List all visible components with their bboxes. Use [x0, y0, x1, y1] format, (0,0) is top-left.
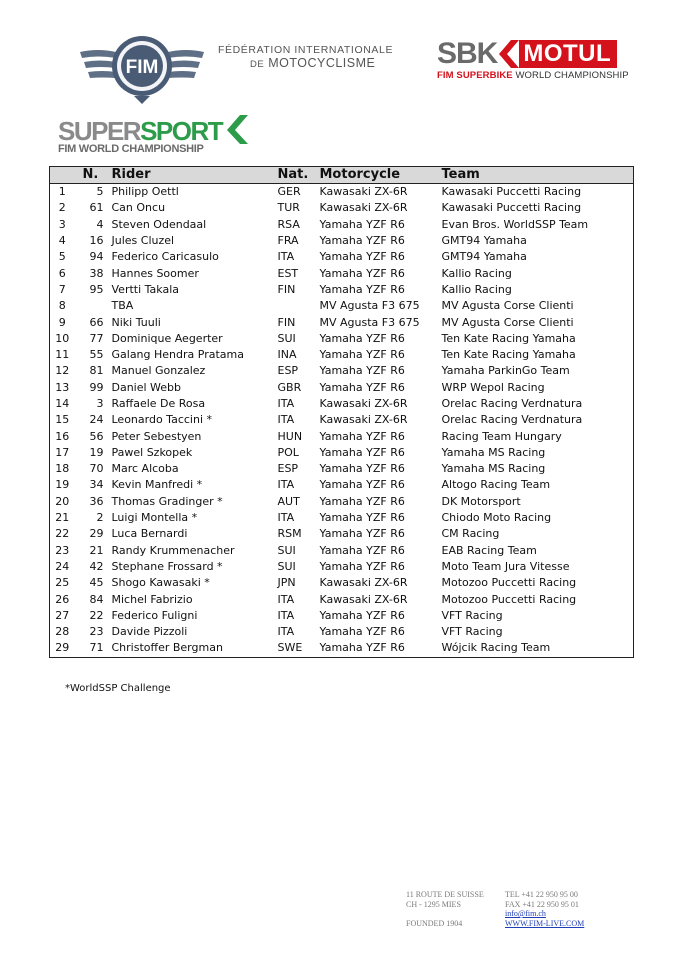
cell-rider: Daniel Webb [111, 380, 182, 394]
cell-team: Chiodo Moto Racing [441, 511, 552, 525]
footer-email-link[interactable]: info@fim.ch [505, 909, 546, 918]
cell-number: 29 [89, 527, 104, 541]
cell-nat: RSA [277, 217, 300, 231]
table-row [50, 412, 634, 428]
cell-number: 45 [89, 576, 104, 590]
cell-team: MV Agusta Corse Clienti [441, 315, 574, 329]
fim-logo [78, 32, 206, 104]
cell-nat: ITA [277, 511, 295, 525]
cell-number: 70 [89, 462, 104, 476]
cell-rider: Peter Sebestyen [111, 429, 202, 443]
fim-name-prefix: DE [250, 59, 265, 70]
cell-team: Yamaha MS Racing [441, 462, 546, 476]
cell-motorcycle: Yamaha YZF R6 [319, 511, 405, 525]
cell-pos: 3 [58, 217, 66, 231]
supersport-wordmark [58, 117, 249, 145]
footer-tel: TEL +41 22 950 95 00 [505, 890, 578, 899]
cell-team: Yamaha ParkinGo Team [441, 364, 570, 378]
cell-pos: 1 [58, 185, 66, 199]
cell-team: Kawasaki Puccetti Racing [441, 185, 582, 199]
cell-rider: Federico Caricasulo [111, 250, 219, 264]
cell-team: Wójcik Racing Team [441, 641, 551, 655]
table-row [50, 282, 634, 298]
cell-motorcycle: Kawasaki ZX-6R [319, 397, 408, 410]
cell-number: 94 [89, 250, 104, 264]
cell-number: 66 [89, 315, 104, 329]
cell-rider: Can Oncu [111, 201, 166, 215]
cell-number: 19 [89, 445, 104, 459]
cell-team: Ten Kate Racing Yamaha [441, 348, 576, 362]
cell-rider: Philipp Oettl [111, 185, 179, 199]
cell-pos: 20 [55, 494, 70, 508]
cell-number: 34 [89, 478, 104, 492]
table-row [50, 233, 634, 249]
cell-team: Racing Team Hungary [441, 429, 562, 443]
cell-nat: RSM [277, 527, 302, 541]
cell-pos: 10 [55, 331, 70, 345]
cell-team: Motozoo Puccetti Racing [441, 592, 577, 606]
cell-nat: SUI [277, 331, 296, 345]
sbk-subtitle-rest: WORLD CHAMPIONSHIP [512, 70, 629, 81]
cell-rider: Steven Odendaal [111, 217, 207, 231]
cell-rider: Davide Pizzoli [111, 625, 188, 639]
sbk-subtitle [437, 70, 629, 81]
cell-team: DK Motorsport [441, 494, 521, 508]
sbk-word: SBK [437, 37, 498, 70]
cell-pos: 21 [55, 511, 70, 525]
cell-motorcycle: Kawasaki ZX-6R [319, 576, 408, 590]
cell-pos: 13 [55, 380, 70, 394]
cell-rider: Hannes Soomer [111, 266, 199, 280]
sbk-subtitle-red: FIM SUPERBIKE [437, 70, 513, 81]
cell-number [75, 298, 108, 314]
cell-motorcycle: Yamaha YZF R6 [319, 462, 405, 476]
cell-team: CM Racing [441, 527, 500, 541]
cell-pos: 14 [55, 397, 70, 410]
cell-number: 81 [89, 364, 104, 378]
cell-rider: Dominique Aegerter [111, 331, 223, 345]
cell-motorcycle: Yamaha YZF R6 [319, 380, 405, 394]
cell-number: 4 [96, 217, 104, 231]
cell-team: Kallio Racing [441, 282, 512, 296]
cell-nat: ITA [277, 397, 295, 410]
table-row [50, 249, 634, 265]
cell-nat: GER [277, 185, 301, 199]
sbk-motul-logo [437, 37, 629, 81]
cell-team: Orelac Racing Verdnatura [441, 413, 583, 427]
col-header-team: Team [438, 167, 634, 184]
table-row [50, 640, 634, 657]
table-row [50, 428, 634, 444]
footer-fax: FAX +41 22 950 95 01 [505, 899, 579, 909]
cell-number: 61 [89, 201, 104, 215]
supersport-logo [58, 117, 249, 155]
cell-rider: Vertti Takala [111, 282, 179, 296]
cell-motorcycle: Yamaha YZF R6 [319, 282, 405, 296]
table-row [50, 494, 634, 510]
cell-motorcycle: Yamaha YZF R6 [319, 494, 405, 508]
cell-motorcycle: Yamaha YZF R6 [319, 429, 405, 443]
cell-nat: INA [277, 348, 297, 362]
table-row [50, 477, 634, 493]
cell-pos: 4 [58, 234, 66, 248]
cell-team: VFT Racing [441, 608, 503, 622]
col-header-number: N. [75, 167, 108, 184]
cell-pos: 17 [55, 445, 70, 459]
cell-pos: 15 [55, 413, 70, 427]
table-row [50, 217, 634, 233]
cell-motorcycle: Kawasaki ZX-6R [319, 201, 408, 215]
cell-motorcycle: Yamaha YZF R6 [319, 445, 405, 459]
cell-number: 2 [96, 511, 104, 525]
cell-motorcycle: Yamaha YZF R6 [319, 543, 405, 557]
cell-pos: 12 [55, 364, 70, 378]
cell-pos: 11 [55, 348, 70, 362]
entry-list-table [49, 166, 634, 658]
cell-pos: 8 [58, 299, 66, 313]
cell-number: 71 [89, 641, 104, 655]
footer-founded: FOUNDED 1904 [406, 918, 463, 928]
table-row [50, 559, 634, 575]
cell-pos: 25 [55, 576, 70, 590]
table-row [50, 298, 634, 314]
cell-motorcycle: Kawasaki ZX-6R [319, 413, 408, 427]
cell-team: MV Agusta Corse Clienti [441, 299, 574, 313]
ssp-subtitle: FIM WORLD CHAMPIONSHIP [58, 143, 204, 155]
cell-nat: ITA [277, 478, 295, 492]
cell-rider: Marc Alcoba [111, 462, 179, 476]
cell-rider: Stephane Frossard * [111, 559, 223, 573]
cell-pos: 2 [58, 201, 66, 215]
fim-name-main: MOTOCYCLISME [268, 56, 376, 70]
cell-team: GMT94 Yamaha [441, 250, 527, 264]
cell-team: VFT Racing [441, 625, 503, 639]
footer-contact [505, 890, 584, 928]
cell-nat: ITA [277, 592, 295, 606]
cell-rider: Luigi Montella * [111, 511, 198, 525]
cell-rider: Federico Fuligni [111, 608, 198, 622]
table-header-row [50, 167, 634, 184]
table-row [50, 575, 634, 591]
cell-nat: ITA [277, 413, 295, 427]
cell-nat: SWE [277, 641, 303, 655]
cell-rider: Thomas Gradinger * [111, 494, 223, 508]
ssp-super-word: SUPER [58, 116, 141, 146]
cell-number: 36 [89, 494, 104, 508]
cell-team: Kallio Racing [441, 266, 512, 280]
table-row [50, 363, 634, 379]
cell-team: Ten Kate Racing Yamaha [441, 331, 576, 345]
cell-pos: 23 [55, 543, 70, 557]
fim-federation-name [218, 44, 393, 70]
cell-nat: ESP [277, 462, 299, 476]
cell-motorcycle: Yamaha YZF R6 [319, 364, 405, 378]
table-row [50, 347, 634, 363]
footer-address-line2: CH - 1295 MIES [406, 899, 461, 909]
cell-nat: FIN [277, 315, 296, 329]
cell-nat: GBR [277, 380, 302, 394]
cell-rider: Galang Hendra Pratama [111, 348, 244, 362]
cell-team: Moto Team Jura Vitesse [441, 559, 570, 573]
cell-team: WRP Wepol Racing [441, 380, 545, 394]
cell-number: 22 [89, 608, 104, 622]
cell-number: 24 [89, 413, 104, 427]
cell-motorcycle: Yamaha YZF R6 [319, 608, 405, 622]
cell-nat: SUI [277, 543, 296, 557]
cell-nat: HUN [277, 429, 303, 443]
table-row [50, 331, 634, 347]
cell-motorcycle: Yamaha YZF R6 [319, 559, 405, 573]
table-row [50, 591, 634, 607]
cell-motorcycle: Yamaha YZF R6 [319, 527, 405, 541]
cell-pos: 29 [55, 641, 70, 655]
table-row [50, 200, 634, 216]
cell-nat: POL [277, 445, 299, 459]
cell-number: 55 [89, 348, 104, 362]
col-header-motorcycle: Motorcycle [316, 167, 438, 184]
cell-motorcycle: Kawasaki ZX-6R [319, 185, 408, 199]
cell-nat: AUT [277, 494, 300, 508]
cell-rider: TBA [111, 299, 134, 313]
cell-nat: JPN [277, 576, 296, 590]
cell-rider: Luca Bernardi [111, 527, 188, 541]
cell-rider: Michel Fabrizio [111, 592, 193, 606]
cell-rider: Pawel Szkopek [111, 445, 193, 459]
cell-nat: TUR [277, 201, 300, 215]
cell-pos: 18 [55, 462, 70, 476]
cell-pos: 19 [55, 478, 70, 492]
table-row [50, 543, 634, 559]
cell-team: Yamaha MS Racing [441, 445, 546, 459]
table-row [50, 445, 634, 461]
cell-motorcycle: Yamaha YZF R6 [319, 348, 405, 362]
table-row [50, 184, 634, 201]
cell-number: 38 [89, 266, 104, 280]
cell-motorcycle: MV Agusta F3 675 [319, 315, 420, 329]
cell-team: Altogo Racing Team [441, 478, 551, 492]
table-row [50, 624, 634, 640]
footer-web-link[interactable]: WWW.FIM-LIVE.COM [505, 918, 585, 928]
cell-team: Motozoo Puccetti Racing [441, 576, 577, 590]
cell-rider: Raffaele De Rosa [111, 397, 206, 410]
cell-nat [274, 298, 316, 314]
cell-team: EAB Racing Team [441, 543, 537, 557]
cell-pos: 24 [55, 559, 70, 573]
cell-pos: 16 [55, 429, 70, 443]
table-row [50, 526, 634, 542]
cell-nat: SUI [277, 559, 296, 573]
cell-rider: Jules Cluzel [111, 234, 175, 248]
cell-pos: 27 [55, 608, 70, 622]
cell-motorcycle: Kawasaki ZX-6R [319, 592, 408, 606]
sbk-chevron-icon [497, 40, 519, 68]
cell-motorcycle: Yamaha YZF R6 [319, 234, 405, 248]
col-header-nat: Nat. [274, 167, 316, 184]
cell-motorcycle: Yamaha YZF R6 [319, 331, 405, 345]
cell-rider: Randy Krummenacher [111, 543, 235, 557]
cell-nat: FRA [277, 234, 299, 248]
cell-number: 95 [89, 282, 104, 296]
fim-logo-text: FIM [125, 57, 159, 78]
cell-team: GMT94 Yamaha [441, 234, 527, 248]
motul-word: MOTUL [519, 40, 617, 68]
cell-motorcycle: Yamaha YZF R6 [319, 625, 405, 639]
cell-number: 3 [96, 397, 104, 410]
cell-team: Evan Bros. WorldSSP Team [441, 217, 589, 231]
footer-address [406, 890, 484, 928]
col-header-rider: Rider [108, 167, 274, 184]
cell-number: 56 [89, 429, 104, 443]
cell-motorcycle: Yamaha YZF R6 [319, 250, 405, 264]
cell-nat: ITA [277, 625, 295, 639]
fim-name-line1: FÉDÉRATION INTERNATIONALE [218, 44, 394, 56]
table-row [50, 461, 634, 477]
cell-motorcycle: MV Agusta F3 675 [319, 299, 420, 313]
table-row [50, 510, 634, 526]
fim-name-line2 [218, 56, 393, 70]
cell-number: 23 [89, 625, 104, 639]
cell-rider: Christoffer Bergman [111, 641, 223, 655]
cell-motorcycle: Yamaha YZF R6 [319, 217, 405, 231]
cell-motorcycle: Yamaha YZF R6 [319, 478, 405, 492]
cell-nat: ITA [277, 608, 295, 622]
ssp-chevron-icon [223, 113, 249, 145]
cell-pos: 9 [58, 315, 66, 329]
cell-motorcycle: Yamaha YZF R6 [319, 641, 405, 655]
cell-nat: ITA [277, 250, 295, 264]
cell-pos: 22 [55, 527, 70, 541]
cell-number: 84 [89, 592, 104, 606]
cell-nat: FIN [277, 282, 296, 296]
cell-pos: 5 [58, 250, 66, 264]
cell-pos: 6 [58, 266, 66, 280]
cell-nat: EST [277, 266, 299, 280]
cell-team: Kawasaki Puccetti Racing [441, 201, 582, 215]
footnote: *WorldSSP Challenge [65, 683, 171, 694]
cell-number: 99 [89, 380, 104, 394]
table-row [50, 396, 634, 412]
cell-pos: 7 [58, 282, 66, 296]
footer-address-line1: 11 ROUTE DE SUISSE [406, 890, 484, 899]
cell-team: Orelac Racing Verdnatura [441, 397, 583, 410]
cell-rider: Leonardo Taccini * [111, 413, 212, 427]
cell-nat: ESP [277, 364, 299, 378]
cell-number: 16 [89, 234, 104, 248]
table-row [50, 265, 634, 281]
cell-pos: 28 [55, 625, 70, 639]
ssp-sport-word: SPORT [140, 116, 223, 146]
cell-rider: Manuel Gonzalez [111, 364, 206, 378]
cell-number: 5 [96, 185, 104, 199]
cell-rider: Niki Tuuli [111, 315, 161, 329]
cell-number: 21 [89, 543, 104, 557]
cell-pos: 26 [55, 592, 70, 606]
cell-number: 77 [89, 331, 104, 345]
cell-motorcycle: Yamaha YZF R6 [319, 266, 405, 280]
table-row [50, 314, 634, 330]
table-row [50, 380, 634, 396]
table-row [50, 608, 634, 624]
col-header-pos [50, 167, 75, 184]
cell-number: 42 [89, 559, 104, 573]
cell-rider: Kevin Manfredi * [111, 478, 203, 492]
cell-rider: Shogo Kawasaki * [111, 576, 210, 590]
